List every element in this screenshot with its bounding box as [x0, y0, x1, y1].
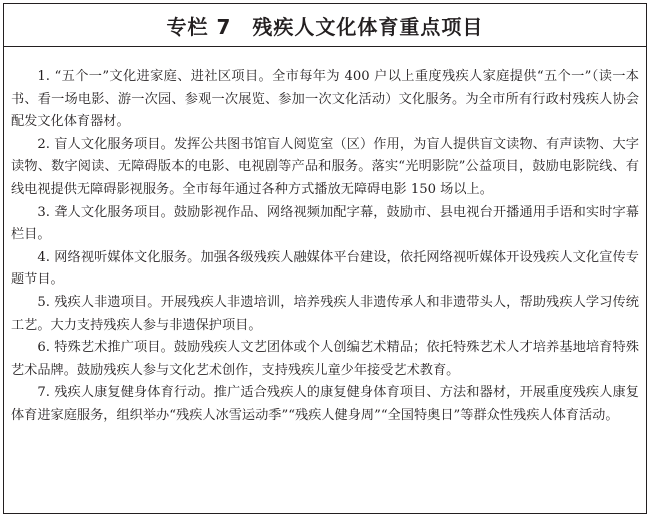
project-item-2: 2. 盲人文化服务项目。发挥公共图书馆盲人阅览室（区）作用，为盲人提供盲文读物、有声读物、大字读物、数字阅读、无障碍版本的电影、电视剧等产品和服务。落实“光明影院”公益项目，鼓励电影院线、有线电视提供无障碍影视服务。全市每年通过各种方式播放无障碍电影 150 场以上。 [11, 136, 639, 197]
project-item-5: 5. 残疾人非遗项目。开展残疾人非遗培训，培养残疾人非遗传承人和非遗带头人，帮助残疾人学习传统工艺。大力支持残疾人参与非遗保护项目。 [11, 294, 639, 333]
project-item-6: 6. 特殊艺术推广项目。鼓励残疾人文艺团体或个人创编艺术精品；依托特殊艺术人才培养基地培育特殊艺术品牌。鼓励残疾人参与文化艺术创作，支持残疾儿童少年接受艺术教育。 [11, 340, 639, 378]
box-content [11, 66, 639, 428]
project-item-3: 3. 聋人文化服务项目。鼓励影视作品、网络视频加配字幕，鼓励市、县电视台开播通用手语和实时字幕栏目。 [11, 204, 639, 243]
box-title: 专栏 7 残疾人文化体育重点项目 [166, 14, 484, 39]
project-item-1: 1. “五个一”文化进家庭、进社区项目。全市每年为 400 户以上重度残疾人家庭提供“五个一”（读一本书、看一场电影、游一次园、参观一次展览、参加一次文化活动）文化服务。为全市所有行政村残疾人协会配发文化体育器材。 [11, 69, 639, 130]
project-box [3, 3, 647, 514]
project-item-4: 4. 网络视听媒体文化服务。加强各级残疾人融媒体平台建设，依托网络视听媒体开设残疾人文化宣传专题节目。 [11, 249, 639, 288]
box-header [4, 4, 646, 47]
project-item-7: 7. 残疾人康复健身体育行动。推广适合残疾人的康复健身体育项目、方法和器材，开展重度残疾人康复体育进家庭服务，组织举办“残疾人冰雪运动季”“残疾人健身周”“全国特奥日”等群众性残疾人体育活动。 [11, 385, 639, 423]
